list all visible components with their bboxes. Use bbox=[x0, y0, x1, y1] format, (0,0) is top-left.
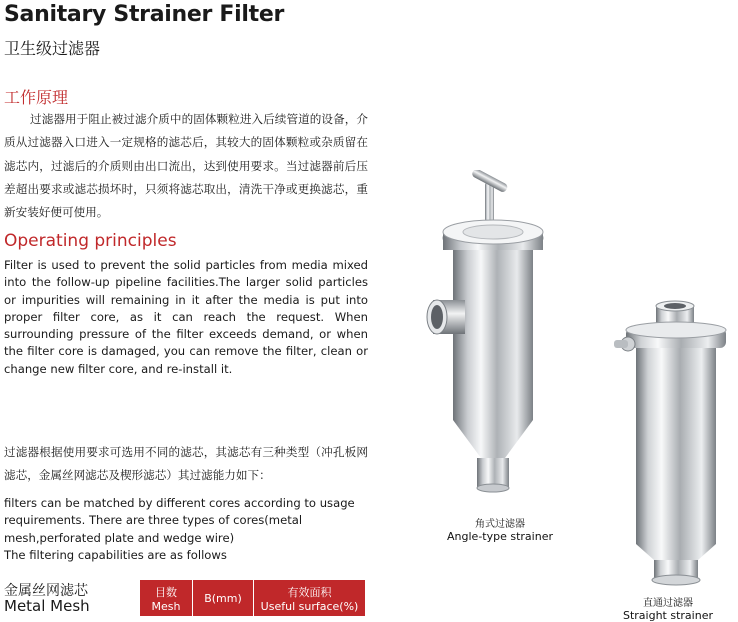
cores-text-en-2: The filtering capabilities are as follows bbox=[4, 547, 227, 562]
column-header-useful-surface: 有效面积 Useful surface(%) bbox=[260, 585, 359, 613]
metal-mesh-label-cn: 金属丝网滤芯 bbox=[4, 583, 88, 599]
cores-text-en bbox=[4, 495, 370, 564]
metal-mesh-table-header bbox=[140, 580, 365, 616]
working-principle-text-cn: 过滤器用于阻止被过滤介质中的固体颗粒进入后续管道的设备，介质从过滤器入口进入一定规格的滤芯后，其较大的固体颗粒或杂质留在滤芯内，过滤后的介质则由出口流出，达到使用要求。当过滤器前后压差超出要求或滤芯损坏时，只须将滤芯取出，清洗干净或更换滤芯，重新安装好便可使用。 bbox=[4, 112, 368, 220]
metal-mesh-label-en: Metal Mesh bbox=[4, 597, 90, 615]
column-header-b-mm: B(mm) bbox=[193, 580, 254, 616]
angle-type-strainer-image bbox=[425, 170, 565, 500]
cores-text-en-1: filters can be matched by different cores according to usage requirements. There are three types of cores(metal mesh,perforated plate and wedge wire) bbox=[4, 496, 355, 545]
straight-strainer-caption: 直通过滤器 Straight strainer bbox=[622, 598, 713, 622]
cores-text-cn: 过滤器根据使用要求可选用不同的滤芯，其滤芯有三种类型（冲孔板网滤芯，金属丝网滤芯及楔形滤芯）其过滤能力如下： bbox=[4, 445, 368, 483]
working-principle-heading-cn: 工作原理 bbox=[4, 88, 69, 107]
operating-principles-text: Filter is used to prevent the solid particles from media mixed into the follow-up pipeline facilities.The larger solid particles or impurities will remaining in it after the media is put into proper filter core, as it can reach the request. When surrounding pressure of the filter exceeds demand, or when the filter core is damaged, you can remove the filter, clean or change new filter core, and re-install it. bbox=[4, 258, 368, 376]
page-subtitle-cn: 卫生级过滤器 bbox=[4, 39, 101, 58]
column-header-mesh: 目数 Mesh bbox=[140, 580, 193, 616]
operating-principles-heading: Operating principles bbox=[4, 231, 177, 251]
straight-strainer-image bbox=[606, 298, 736, 594]
angle-type-strainer-caption: 角式过滤器 Angle-type strainer bbox=[447, 519, 553, 543]
page-title: Sanitary Strainer Filter bbox=[4, 2, 284, 27]
